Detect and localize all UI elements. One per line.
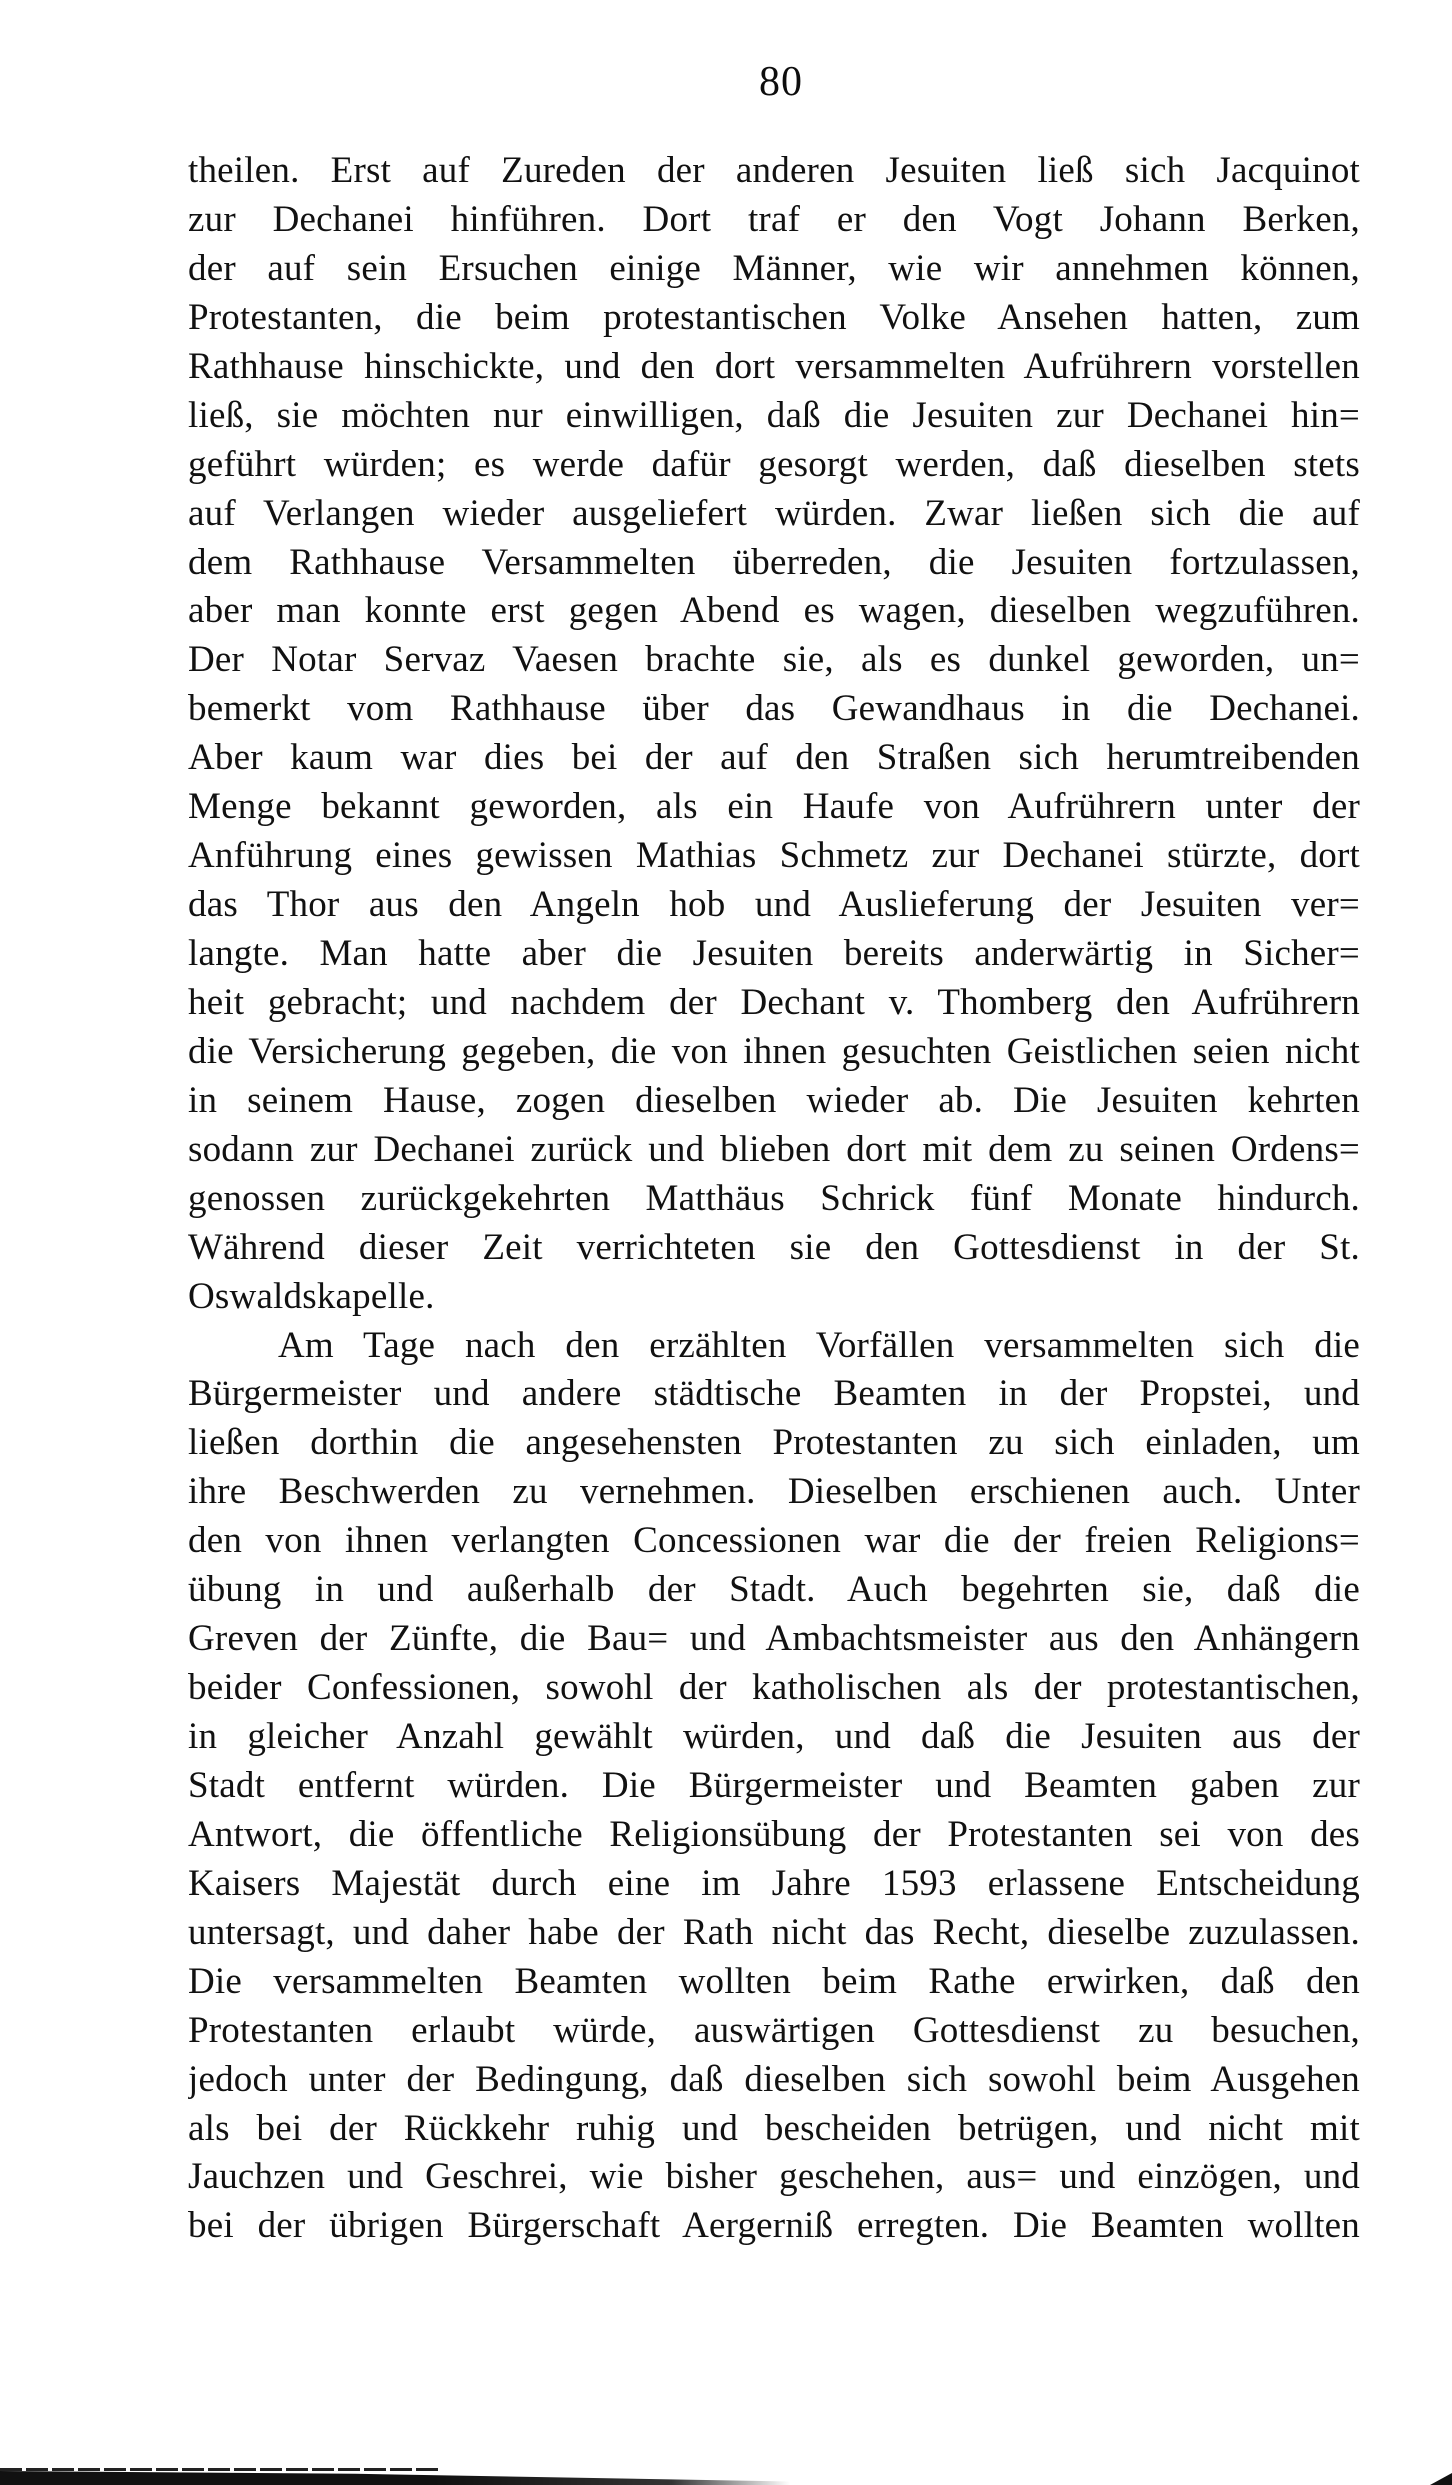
page-number: 80 <box>759 59 803 105</box>
paragraph-1 <box>188 147 1360 1322</box>
text-line: langte. Man hatte aber die Jesuiten bereits anderwärtig in Sicher= <box>188 933 1360 974</box>
text-line: in seinem Hause, zogen dieselben wieder ab. Die Jesuiten kehrten <box>188 1079 1360 1121</box>
text-line: ließ, sie möchten nur einwilligen, daß die Jesuiten zur Dechanei hin= <box>188 394 1360 436</box>
text-line: Rathhause hinschickte, und den dort versammelten Aufrührern vorstellen <box>188 345 1360 387</box>
text-line: auf Verlangen wieder ausgeliefert würden. Zwar ließen sich die auf <box>188 492 1360 534</box>
text-line: ihre Beschwerden zu vernehmen. Dieselben erschienen auch. Unter <box>188 1471 1360 1513</box>
body-text <box>188 147 1360 2251</box>
text-line: Stadt entfernt würden. Die Bürgermeister und Beamten gaben zur <box>188 1764 1360 1806</box>
text-line: sodann zur Dechanei zurück und blieben dort mit dem zu seinen Ordens= <box>188 1128 1360 1170</box>
text-line: das Thor aus den Angeln hob und Auslieferung der Jesuiten ver= <box>188 884 1360 926</box>
text-line: Oswaldskapelle. <box>188 1275 435 1317</box>
text-line: Während dieser Zeit verrichteten sie den Gottesdienst in der St. <box>188 1226 1360 1268</box>
text-line: Greven der Zünfte, die Bau= und Ambachtsmeister aus den Anhängern <box>188 1618 1360 1660</box>
text-line: ließen dorthin die angesehensten Protestanten zu sich einladen, um <box>188 1422 1360 1464</box>
text-line: untersagt, und daher habe der Rath nicht das Recht, dieselbe zuzulassen. <box>188 1911 1360 1953</box>
text-line: Kaisers Majestät durch eine im Jahre 1593 erlassene Entscheidung <box>188 1862 1360 1904</box>
text-line: Aber kaum war dies bei der auf den Straßen sich herumtreibenden <box>188 737 1360 779</box>
text-line: die Versicherung gegeben, die von ihnen gesuchten Geistlichen seien nicht <box>188 1030 1360 1072</box>
text-line: dem Rathhause Versammelten überreden, die Jesuiten fortzulassen, <box>188 541 1360 583</box>
text-line: heit gebracht; und nachdem der Dechant v. Thomberg den Aufrührern <box>188 981 1360 1023</box>
scan-artifact-edge <box>0 2468 440 2471</box>
text-line: Jauchzen und Geschrei, wie bisher geschehen, aus= und einzögen, und <box>188 2156 1360 2198</box>
text-line: in gleicher Anzahl gewählt würden, und daß die Jesuiten aus der <box>188 1716 1360 1757</box>
text-line: bemerkt vom Rathhause über das Gewandhaus in die Dechanei. <box>188 688 1360 730</box>
text-line: übung in und außerhalb der Stadt. Auch begehrten sie, daß die <box>188 1569 1360 1611</box>
text-line: den von ihnen verlangten Concessionen war die der freien Religions= <box>188 1520 1360 1562</box>
text-line: der auf sein Ersuchen einige Männer, wie wir annehmen können, <box>188 247 1360 289</box>
scan-artifact-bottom-band <box>0 2471 790 2485</box>
text-line: Protestanten erlaubt würde, auswärtigen Gottesdienst zu besuchen, <box>188 2009 1360 2051</box>
text-line: aber man konnte erst gegen Abend es wagen, dieselben wegzuführen. <box>188 590 1360 632</box>
text-line: Anführung eines gewissen Mathias Schmetz zur Dechanei stürzte, dort <box>188 835 1360 877</box>
text-line: Am Tage nach den erzählten Vorfällen versammelten sich die <box>278 1324 1360 1366</box>
text-line: Antwort, die öffentliche Religionsübung der Protestanten sei von des <box>188 1813 1360 1855</box>
text-line: Die versammelten Beamten wollten beim Rathe erwirken, daß den <box>188 1960 1360 2002</box>
text-line: jedoch unter der Bedingung, daß dieselben sich sowohl beim Ausgehen <box>188 2058 1360 2100</box>
text-line: als bei der Rückkehr ruhig und bescheiden betrügen, und nicht mit <box>188 2107 1360 2149</box>
text-line: Bürgermeister und andere städtische Beamten in der Propstei, und <box>188 1373 1360 1415</box>
text-line: Der Notar Servaz Vaesen brachte sie, als es dunkel geworden, un= <box>188 639 1360 681</box>
text-line: Protestanten, die beim protestantischen Volke Ansehen hatten, zum <box>188 296 1360 338</box>
text-line: beider Confessionen, sowohl der katholischen als der protestantischen, <box>188 1667 1360 1709</box>
text-line: bei der übrigen Bürgerschaft Aergerniß erregten. Die Beamten wollten <box>188 2205 1360 2247</box>
text-line: geführt würden; es werde dafür gesorgt werden, daß dieselben stets <box>188 443 1360 485</box>
text-line: zur Dechanei hinführen. Dort traf er den Vogt Johann Berken, <box>188 198 1360 240</box>
paragraph-2 <box>188 1322 1360 2252</box>
text-line: theilen. Erst auf Zureden der anderen Jesuiten ließ sich Jacquinot <box>188 150 1360 191</box>
text-line: Menge bekannt geworden, als ein Haufe von Aufrührern unter der <box>188 786 1360 828</box>
text-line: genossen zurückgekehrten Matthäus Schrick fünf Monate hindurch. <box>188 1177 1360 1219</box>
scan-artifact-corner <box>1430 2473 1452 2485</box>
